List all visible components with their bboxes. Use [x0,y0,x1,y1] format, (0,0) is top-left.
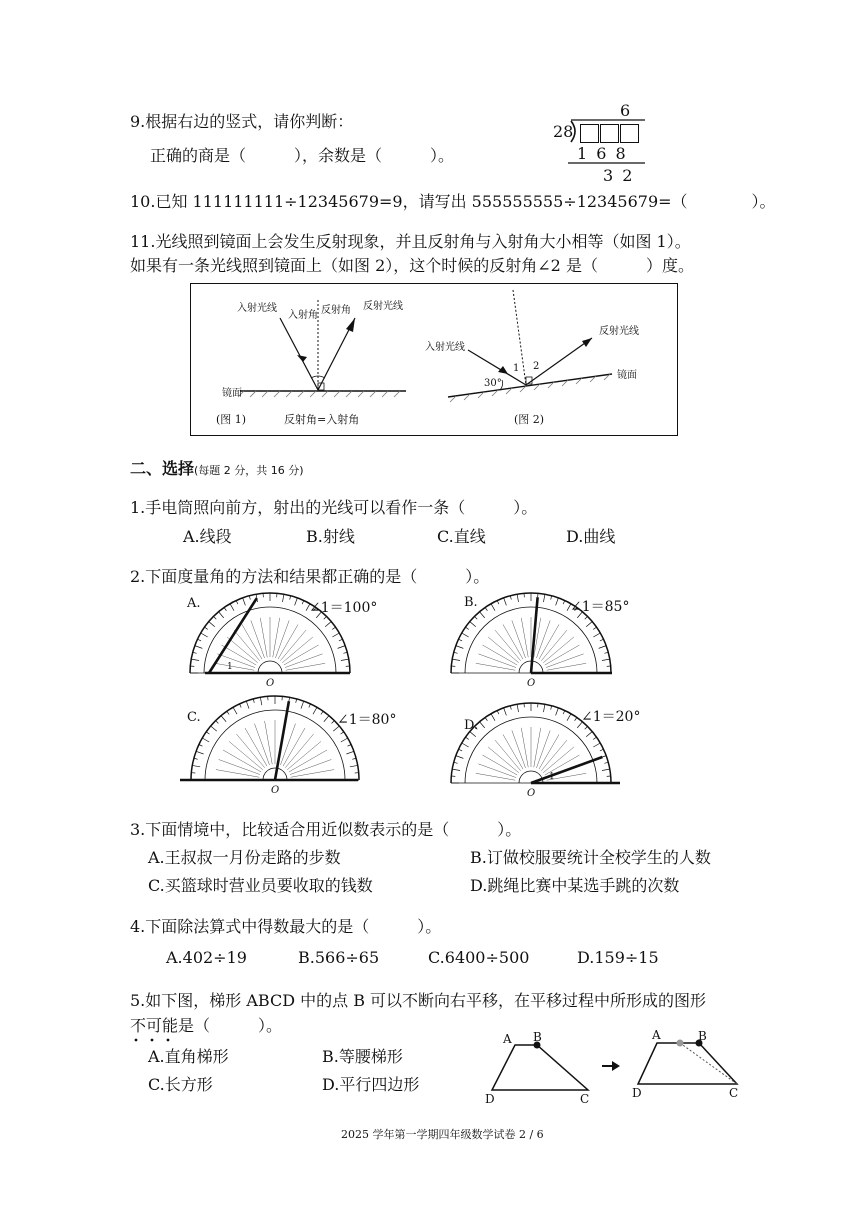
c5-right-label-a: A [652,1028,661,1042]
q9-product: 1 6 8 [577,144,628,163]
fig2-caption: (图 2) [514,413,545,426]
c5-line2: 不可能是（ ）。 [130,1016,283,1035]
c5-left-label-c: C [580,1092,590,1106]
c4-option-a: A.402÷19 [166,948,247,967]
c5-left-label-a: A [503,1032,512,1046]
fig2-angle-1: 1 [513,363,520,374]
c5-right-label-d: D [632,1086,642,1100]
fig1-incident-angle-label: 入射角 [288,310,318,321]
angle-mark-label: 1 [227,662,233,672]
c3-question: 3.下面情境中，比较适合用近似数表示的是（ ）。 [130,820,522,839]
fig1-caption: (图 1) [216,413,247,426]
fig1-reflection-angle-label: 反射角 [321,305,351,316]
q11-line1: 11.光线照到镜面上会发生反射现象，并且反射角与入射角大小相等（如图 1）。 [130,232,691,251]
fig2-angle-30: 30° [484,378,502,389]
c3-option-d: D.跳绳比赛中某选手跳的次数 [470,876,680,895]
c5-option-b: B.等腰梯形 [322,1047,403,1066]
protractor-vertex-label: O [271,785,280,796]
c1-option-b: B.射线 [306,527,355,546]
c5-option-a: A.直角梯形 [148,1047,229,1066]
c1-question: 1.手电筒照向前方，射出的光线可以看作一条（ ）。 [130,498,538,517]
fig1-incident-ray-label: 入射光线 [237,303,277,314]
c1-option-a: A.线段 [183,527,232,546]
protractor-option-letter: A. [187,596,201,611]
fig2-mirror-label: 镜面 [617,370,637,381]
protractor-vertex-label: O [527,788,536,799]
fig1-rule: 反射角=入射角 [284,413,360,426]
fig2-angle-2: 2 [533,361,540,372]
q9-quotient: 6 [620,101,631,120]
c2-question: 2.下面度量角的方法和结果都正确的是（ ）。 [130,567,490,586]
protractor-option-letter: B. [464,595,478,610]
c1-option-c: C.直线 [437,527,486,546]
c1-option-d: D.曲线 [566,527,616,546]
q11-line2: 如果有一条光线照到镜面上（如图 2），这个时候的反射角∠2 是（ ）度。 [130,256,694,275]
protractor-option-letter: D. [464,718,479,733]
protractor-angle-label: ∠1＝80° [337,712,397,728]
c3-option-b: B.订做校服要统计全校学生的人数 [470,848,711,867]
page-footer: 2025 学年第一学期四年级数学试卷 2 / 6 [341,1128,544,1141]
protractor-angle-label: ∠1＝20° [581,709,641,725]
c5-option-d: D.平行四边形 [322,1075,420,1094]
c5-left-label-b: B [533,1030,542,1044]
c5-line1: 5.如下图，梯形 ABCD 中的点 B 可以不断向右平移，在平移过程中所形成的图形 [130,991,707,1010]
c5-right-label-c: C [729,1086,739,1100]
c4-option-b: B.566÷65 [298,948,380,967]
c4-option-c: C.6400÷500 [428,948,530,967]
q9-answer-line: 正确的商是（ ），余数是（ ）。 [150,146,455,165]
protractor-angle-label: ∠1＝100° [309,600,378,616]
q9-question: 9.根据右边的竖式，请你判断： [130,112,354,131]
protractor-option-letter: C. [187,710,201,725]
c5-left-label-d: D [485,1092,495,1106]
section-note: (每题 2 分，共 16 分) [194,464,304,477]
fig1-reflected-ray-label: 反射光线 [363,301,403,312]
q10-text: 10.已知 111111111÷12345679=9，请写出 555555555÷12345679=（ ）。 [130,192,776,211]
fig1-mirror-label: 镜面 [222,388,242,399]
protractor-angle-label: ∠1＝85° [570,599,630,615]
c5-option-c: C.长方形 [148,1075,213,1094]
fig2-reflected-ray-label: 反射光线 [599,326,639,337]
section-title-text: 二、选择 [130,459,195,478]
c3-option-a: A.王叔叔一月份走路的步数 [148,848,341,867]
protractor-vertex-label: O [266,678,275,689]
q9-divisor: 28 [553,122,574,141]
protractor-vertex-label: O [527,678,536,689]
c4-question: 4.下面除法算式中得数最大的是（ ）。 [130,917,442,936]
c4-option-d: D.159÷15 [577,948,659,967]
q9-remainder: 3 2 [603,166,635,185]
fig2-incident-ray-label: 入射光线 [425,342,465,353]
c5-right-label-b: B [698,1029,707,1043]
c3-option-c: C.买篮球时营业员要收取的钱数 [148,876,373,895]
angle-mark-label: 1 [549,772,555,782]
